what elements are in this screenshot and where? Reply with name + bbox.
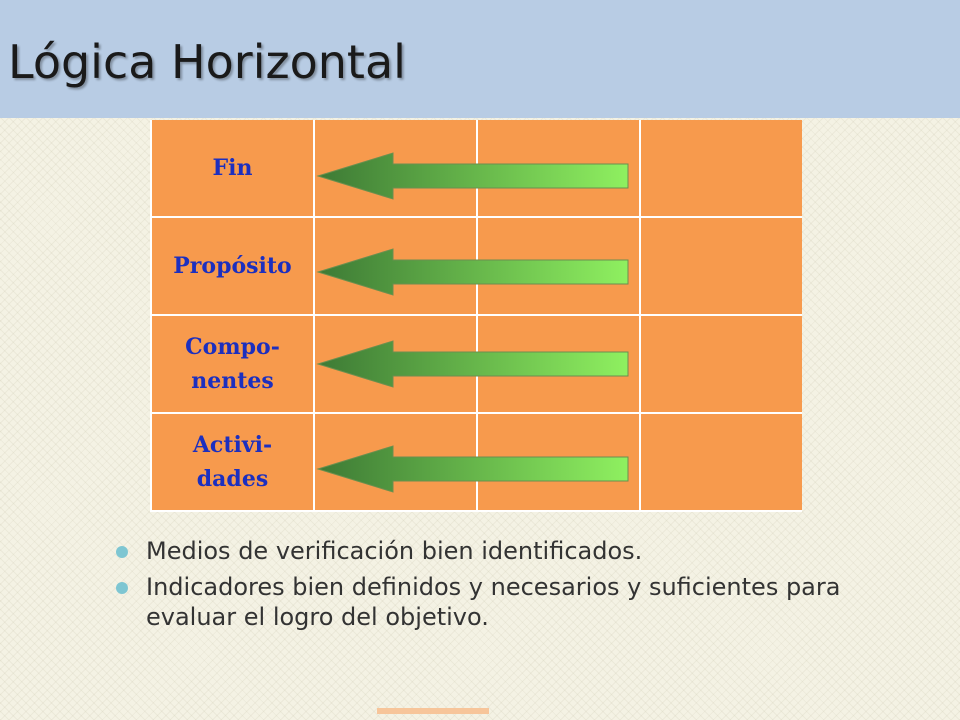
bullet-item xyxy=(116,572,916,632)
title-bar xyxy=(0,0,960,118)
row-label-line: dades xyxy=(196,466,269,492)
bullet-text: Medios de verificación bien identificados. xyxy=(146,537,643,565)
bullet-dot-icon xyxy=(116,582,128,594)
bullet-dot-icon xyxy=(116,546,128,558)
matrix-cell xyxy=(478,120,639,216)
matrix-cell xyxy=(641,218,802,314)
matrix-cell xyxy=(641,120,802,216)
row-label-line: Propósito xyxy=(173,253,292,279)
matrix-cell xyxy=(641,414,802,510)
row-label-componentes xyxy=(152,316,313,412)
bullet-text: Indicadores bien definidos y necesarios y suficientes para evaluar el logro del objetivo. xyxy=(146,573,841,631)
row-label-fin xyxy=(152,120,313,216)
row-label-line: Fin xyxy=(212,155,253,181)
matrix-cell xyxy=(478,414,639,510)
matrix-cell xyxy=(315,414,476,510)
matrix-cell xyxy=(478,316,639,412)
matrix-cell xyxy=(478,218,639,314)
matrix-cell xyxy=(315,218,476,314)
matrix-cell xyxy=(315,316,476,412)
bullet-item xyxy=(116,536,916,566)
row-label-line: nentes xyxy=(191,368,274,394)
row-label-line: Activi- xyxy=(192,432,273,458)
matrix-cell xyxy=(641,316,802,412)
footer-accent-bar xyxy=(377,708,489,714)
row-label-proposito xyxy=(152,218,313,314)
matrix-cell xyxy=(315,120,476,216)
row-label-actividades xyxy=(152,414,313,510)
row-label-line: Compo- xyxy=(185,334,280,360)
bullet-list xyxy=(116,536,916,638)
logic-matrix xyxy=(150,120,802,512)
slide-title: Lógica Horizontal xyxy=(8,35,406,89)
